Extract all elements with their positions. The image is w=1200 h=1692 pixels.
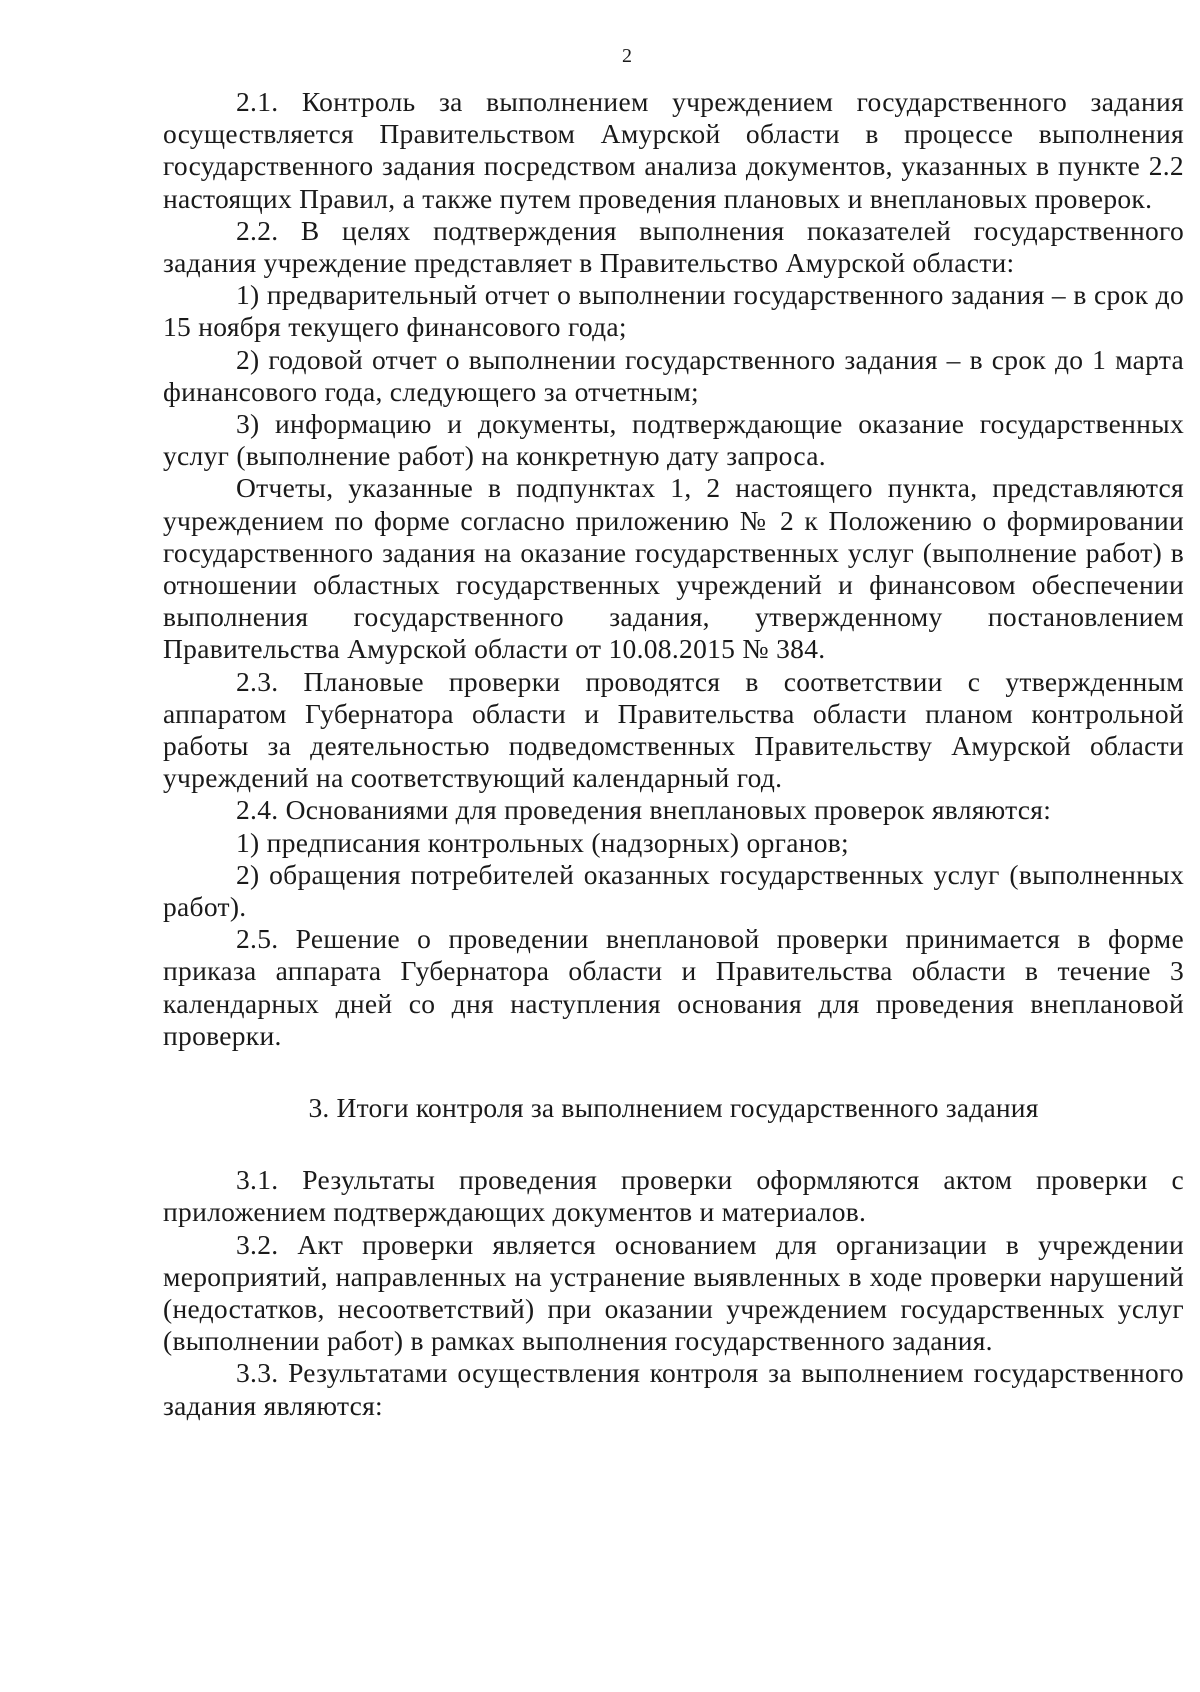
paragraph-3-2: 3.2. Акт проверки является основанием для организации в учреждении мероприятий, направленных на устранение выявленных в ходе проверки нарушений (недостатков, несоответствий) при оказании учреждением государственных услуг (выполнении работ) в рамках выполнения государственного задания. — [163, 1228, 1184, 1357]
paragraph-2-2: 2.2. В целях подтверждения выполнения показателей государственного задания учреждение представляет в Правительство Амурской области: — [163, 214, 1184, 279]
list-item-2-2-2: 2) годовой отчет о выполнении государственного задания – в срок до 1 марта финансового года, следующего за отчетным; — [163, 343, 1184, 407]
list-item-2-2-3: 3) информацию и документы, подтверждающие оказание государственных услуг (выполнение работ) на конкретную дату запроса. — [163, 408, 1184, 472]
paragraph-3-3: 3.3. Результатами осуществления контроля за выполнением государственного задания являются: — [163, 1357, 1184, 1421]
document-body — [163, 86, 1184, 1422]
list-item-2-4-1: 1) предписания контрольных (надзорных) органов; — [236, 826, 849, 858]
list-item-2-2-1: 1) предварительный отчет о выполнении государственного задания – в срок до 15 ноября текущего финансового года; — [163, 279, 1184, 343]
paragraph-reports: Отчеты, указанные в подпунктах 1, 2 настоящего пункта, представляются учреждением по форме согласно приложению № 2 к Положению о формировании государственного задания на оказание государственных услуг (выполнение работ) в отношении областных государственных учреждений и финансовом обеспечении выполнения государственного задания, утвержденному постановлением Правительства Амурской области от 10.08.2015 № 384. — [163, 472, 1184, 665]
paragraph-2-1: 2.1. Контроль за выполнением учреждением государственного задания осуществляется Правительством Амурской области в процессе выполнения государственного задания посредством анализа документов, указанных в пункте 2.2 настоящих Правил, а также путем проведения плановых и внеплановых проверок. — [163, 86, 1184, 214]
list-item-2-4-2: 2) обращения потребителей оказанных государственных услуг (выполненных работ). — [163, 858, 1184, 923]
paragraph-3-1: 3.1. Результаты проведения проверки оформляются актом проверки с приложением подтверждающих документов и материалов. — [163, 1164, 1184, 1228]
section-3-heading: 3. Итоги контроля за выполнением государственного задания — [308, 1092, 1039, 1124]
paragraph-2-5: 2.5. Решение о проведении внеплановой проверки принимается в форме приказа аппарата Губернатора области и Правительства области в течение 3 календарных дней со дня наступления основания для проведения внеплановой проверки. — [163, 923, 1184, 1051]
paragraph-2-4: 2.4. Основаниями для проведения внеплановых проверок являются: — [236, 794, 1052, 826]
page-number: 2 — [622, 45, 632, 67]
paragraph-2-3: 2.3. Плановые проверки проводятся в соответствии с утвержденным аппаратом Губернатора области и Правительства области планом контрольной работы за деятельностью подведомственных Правительству Амурской области учреждений на соответствующий календарный год. — [163, 665, 1184, 794]
